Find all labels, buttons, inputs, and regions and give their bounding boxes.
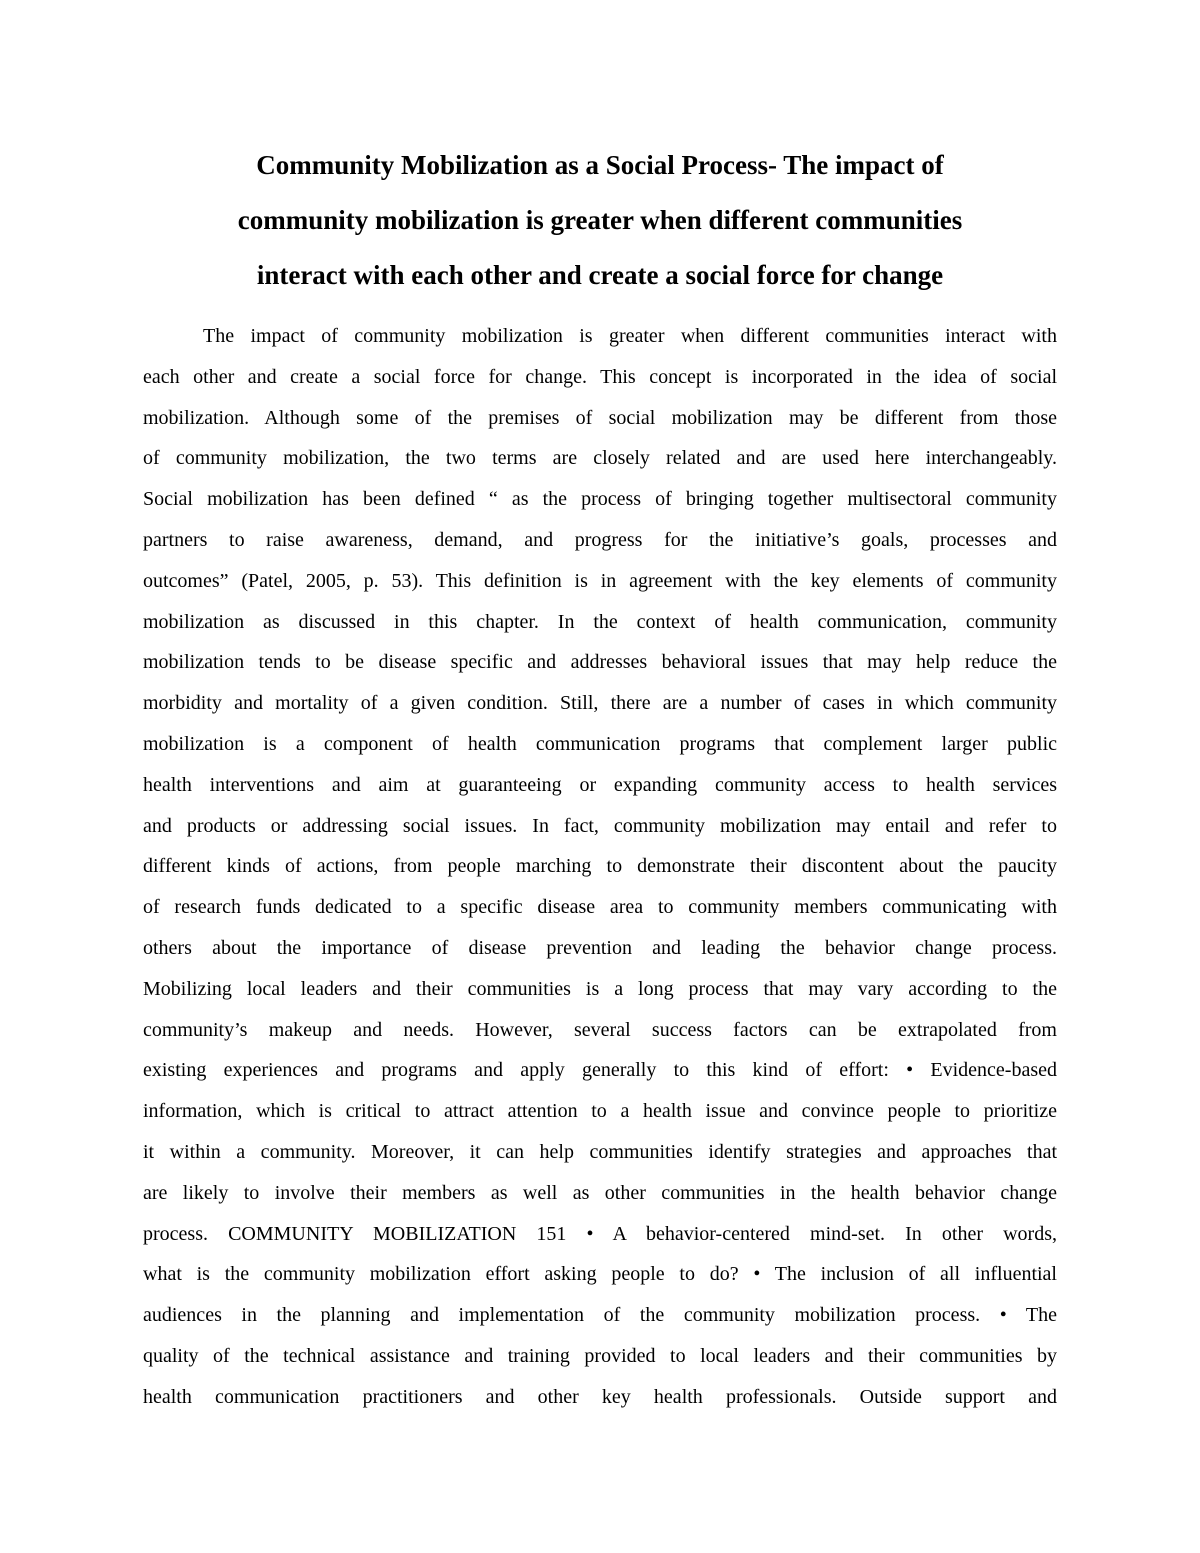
paragraph-line: health communication practitioners and other key health professionals. Outside support and [143, 1385, 1057, 1408]
paragraph-line: mobilization is a component of health communication programs that complement larger public [143, 732, 1057, 755]
paragraph-line: community’s makeup and needs. However, several success factors can be extrapolated from [143, 1018, 1057, 1041]
title-line: interact with each other and create a social force for change [256, 260, 944, 290]
paragraph-line: Social mobilization has been defined “ as the process of bringing together multisectoral community [143, 488, 1057, 511]
paragraph-line: others about the importance of disease prevention and leading the behavior change process. [143, 936, 1057, 959]
title-line: Community Mobilization as a Social Process- The impact of [256, 150, 944, 180]
title-line: community mobilization is greater when different communities [237, 205, 963, 235]
page-title [150, 138, 1050, 303]
paragraph-line: existing experiences and programs and apply generally to this kind of effort: • Evidence-based [143, 1059, 1057, 1082]
paragraph-line: Mobilizing local leaders and their communities is a long process that may vary according to the [143, 977, 1057, 1000]
paragraph-line: The impact of community mobilization is greater when different communities interact with [203, 325, 1057, 347]
paragraph-line: mobilization as discussed in this chapter. In the context of health communication, community [143, 610, 1057, 633]
paragraph-line: morbidity and mortality of a given condition. Still, there are a number of cases in which community [143, 692, 1057, 715]
paragraph-line: of research funds dedicated to a specific disease area to community members communicating with [143, 896, 1057, 919]
paragraph-line: process. COMMUNITY MOBILIZATION 151 • A behavior-centered mind-set. In other words, [143, 1222, 1057, 1245]
paragraph-line: audiences in the planning and implementation of the community mobilization process. • The [143, 1304, 1057, 1327]
body-paragraph [143, 316, 1057, 1418]
paragraph-line: partners to raise awareness, demand, and progress for the initiative’s goals, processes and [143, 528, 1057, 551]
paragraph-line: outcomes” (Patel, 2005, p. 53). This definition is in agreement with the key elements of community [143, 569, 1057, 592]
paragraph-line: information, which is critical to attract attention to a health issue and convince people to prioritize [143, 1100, 1057, 1123]
paragraph-line: quality of the technical assistance and training provided to local leaders and their communities by [143, 1344, 1057, 1367]
paragraph-line: it within a community. Moreover, it can help communities identify strategies and approaches that [143, 1140, 1057, 1163]
paragraph-line: different kinds of actions, from people marching to demonstrate their discontent about the paucity [143, 855, 1057, 878]
paragraph-line: of community mobilization, the two terms are closely related and are used here interchangeably. [143, 447, 1057, 470]
paragraph-line: mobilization tends to be disease specific and addresses behavioral issues that may help reduce the [143, 651, 1057, 674]
paragraph-line: what is the community mobilization effort asking people to do? • The inclusion of all influential [143, 1263, 1057, 1286]
paragraph-line: health interventions and aim at guaranteeing or expanding community access to health services [143, 773, 1057, 796]
paragraph-line: and products or addressing social issues. In fact, community mobilization may entail and refer to [143, 814, 1057, 837]
paragraph-line: are likely to involve their members as well as other communities in the health behavior change [143, 1181, 1057, 1204]
paragraph-line: mobilization. Although some of the premises of social mobilization may be different from those [143, 406, 1057, 429]
paragraph-line: each other and create a social force for change. This concept is incorporated in the idea of social [143, 365, 1057, 388]
